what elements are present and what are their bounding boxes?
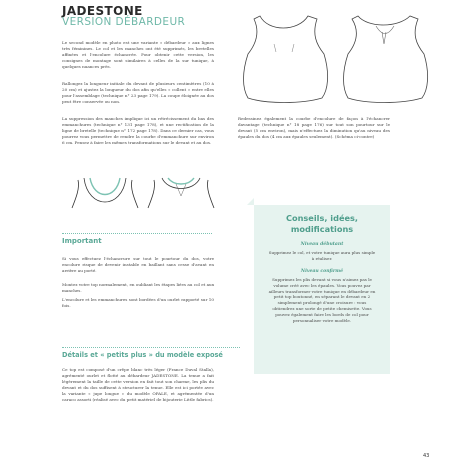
beginner-level-text: Supprimez le col, et votre tunique aura plus simple à réaliser.: [268, 250, 376, 261]
details-heading: Détails et « petits plus » du modèle exposé: [62, 351, 223, 359]
page-number: 43: [423, 453, 430, 459]
details-rule: [62, 347, 240, 348]
neckline-diagram-back: [146, 178, 216, 218]
neckline-diagram-front: [70, 178, 140, 218]
page-title: JADESTONE: [62, 4, 143, 18]
details-paragraph: Ce top est composé d'un crêpe blanc très léger (France Duval Stalla), agrémenté ourlet et flotté au débardeur JADESTONE. La tenue a fait légèrement la taille de cette version en fait tout son charme, les plis du devant et du dos suffisent à structurer la tenue. Elle est ici portée avec la variante « jupe longue » du modèle OPALE, et agrémentée d'un caraco assorti (réalisé avec du petit matériel de bijouterie Little fabrics).: [62, 367, 214, 402]
important-rule: [62, 233, 212, 234]
top-front-illustration: [238, 14, 333, 106]
important-heading: Important: [62, 237, 102, 245]
intro-paragraph-3: La suppression des manches implique ici un rétrécissement du bas des emmanchures (technique n° 131 page 178), et une rectification de la ligne de bretelle (technique n° 172 page 178). Dans ce dernier cas, vous pourrez vous permettre de rendre la courbe d'emmanchure sur environ 6 cm. Pensez à faire les mêmes transformations sur le devant et au dos.: [62, 116, 214, 145]
important-paragraph-3: L'encolure et les emmanchures sont bordées d'un ourlet rapporté sur 10 fois.: [62, 297, 214, 308]
callout-title-line-2: modifications: [290, 224, 354, 234]
callout-title-line-1: Conseils, idées,: [285, 213, 359, 223]
tips-callout: [254, 205, 390, 374]
neckline-note: Redessinez également la courbe d'encolure de façon à l'échancrer davantage (technique n° 18 page 176) sur tout son pourtour sur le devant (5 cm environ), mais n'effectuez la diminution qu'au niveau des épaules du dos (4 cm aux épaules seulement). (Schéma ci-contre): [238, 116, 390, 139]
intro-paragraph-2: Rallongez la longueur initiale du devant de plusieurs centimètres (10 à 20 cm) et ajustez la longueur du dos afin qu'elles « collent » entre elles pour l'assemblage (technique n° 23 page 179). La coupe éloignée au dos peut être conservée ou non.: [62, 81, 214, 104]
advanced-level-text: Supprimez les plis devant si vous n'aimez pas le volume créé avec les épaules. Vous pouvez par ailleurs transformer votre tunique en débardeur en petit top boutonné, en séparant le devant en 2 simplement prolongé d'une croisure : vous obtiendrez une sorte de petite chemisette. Vous pouvez également faire les bords de col pour personnaliser votre modèle.: [268, 277, 376, 323]
page-subtitle: VERSION DÉBARDEUR: [62, 16, 186, 28]
intro-paragraph-1: Le second modèle en photo est une variante « débardeur » aux lignes très féminines. Le col et les manches ont été supprimés, les bretelles affinées et l'encolure échancrée. Pour obtenir cette version, les consignes de montage sont similaires à celles de la sur tunique, à quelques nuances près.: [62, 40, 214, 69]
advanced-level-label: Niveau confirmé: [300, 269, 344, 274]
beginner-level-label: Niveau débutant: [300, 242, 344, 247]
important-paragraph-2: Montez votre top normalement, en oubliant les étapes liées au col et aux manches.: [62, 282, 214, 293]
important-paragraph-1: Si vous effectuez l'échancrure sur tout le pourtour du dos, votre encolure risque de devenir instable en baillant sans cesse d'avant en arrière au porté.: [62, 256, 214, 273]
top-back-illustration: [338, 14, 433, 106]
